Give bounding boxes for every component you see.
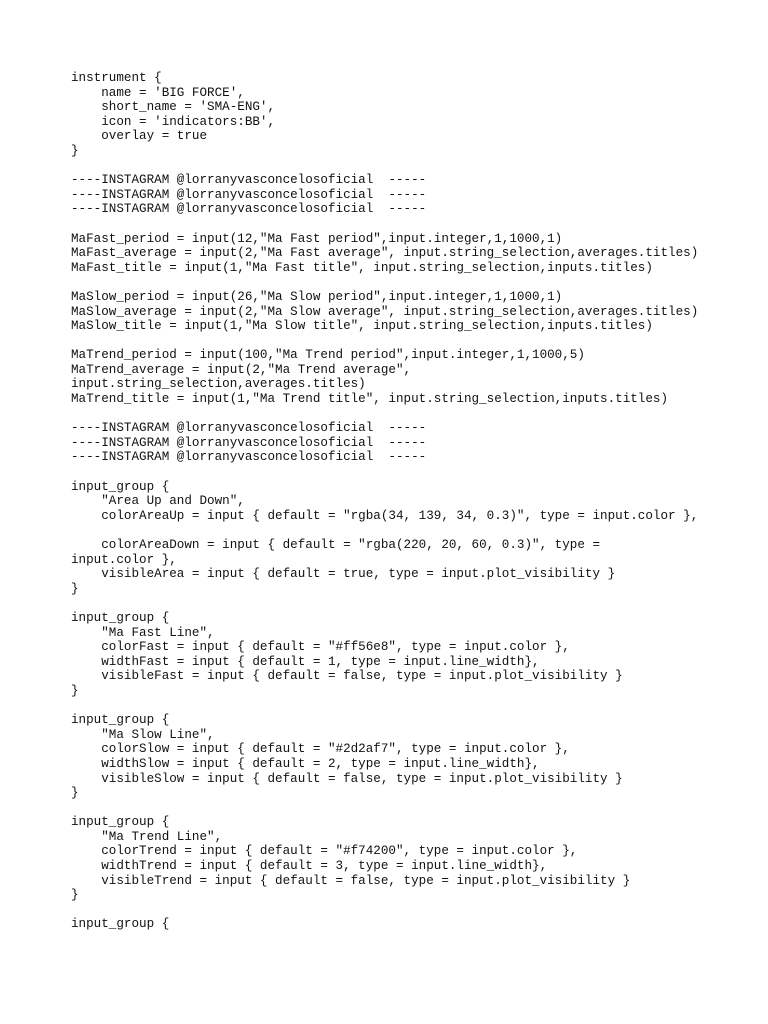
code-line: MaFast_period = input(12,"Ma Fast period",input.integer,1,1000,1) — [71, 231, 563, 246]
code-document — [71, 71, 761, 932]
code-line: } — [71, 786, 79, 801]
code-line: MaTrend_title = input(1,"Ma Trend title", input.string_selection,inputs.titles) — [71, 392, 669, 407]
code-line: name = 'BIG FORCE', — [71, 85, 245, 100]
blank-line — [71, 903, 761, 918]
code-line: input_group { — [71, 610, 170, 625]
code-line: MaSlow_period = input(26,"Ma Slow period",input.integer,1,1000,1) — [71, 289, 563, 304]
code-line: ----INSTAGRAM @lorranyvasconcelosoficial ----- — [71, 173, 427, 188]
blank-line — [71, 275, 761, 290]
code-line: "Area Up and Down", — [71, 494, 245, 509]
code-line: } — [71, 683, 79, 698]
code-line: "Ma Fast Line", — [71, 625, 215, 640]
code-line: ----INSTAGRAM @lorranyvasconcelosoficial ----- — [71, 435, 427, 450]
code-line: ----INSTAGRAM @lorranyvasconcelosoficial ----- — [71, 450, 427, 465]
code-line: input_group { — [71, 815, 170, 830]
code-line: MaFast_average = input(2,"Ma Fast average", input.string_selection,averages.titles) — [71, 246, 699, 261]
code-line: } — [71, 888, 79, 903]
code-line: short_name = 'SMA-ENG', — [71, 100, 276, 115]
code-line: input.string_selection,averages.titles) — [71, 377, 366, 392]
code-line: MaTrend_average = input(2,"Ma Trend average", — [71, 362, 412, 377]
code-line: instrument { — [71, 71, 162, 85]
blank-line — [71, 407, 761, 422]
code-line: visibleArea = input { default = true, type = input.plot_visibility } — [71, 567, 616, 582]
blank-line — [71, 801, 761, 816]
blank-line — [71, 334, 761, 349]
code-line: ----INSTAGRAM @lorranyvasconcelosoficial ----- — [71, 421, 427, 436]
blank-line — [71, 159, 761, 174]
blank-line — [71, 699, 761, 714]
code-line: colorTrend = input { default = "#f74200", type = input.color }, — [71, 844, 578, 859]
blank-line — [71, 465, 761, 480]
code-line: visibleFast = input { default = false, type = input.plot_visibility } — [71, 669, 623, 684]
code-line: } — [71, 143, 79, 158]
code-line: MaTrend_period = input(100,"Ma Trend period",input.integer,1,1000,5) — [71, 348, 585, 363]
code-line: widthFast = input { default = 1, type = input.line_width}, — [71, 654, 540, 669]
code-line: input.color }, — [71, 552, 177, 567]
code-line: input_group { — [71, 479, 170, 494]
code-line: colorSlow = input { default = "#2d2af7", type = input.color }, — [71, 742, 570, 757]
code-line: MaFast_title = input(1,"Ma Fast title", input.string_selection,inputs.titles) — [71, 260, 653, 275]
code-line: overlay = true — [71, 129, 208, 144]
blank-line — [71, 596, 761, 611]
code-line: colorAreaUp = input { default = "rgba(34, 139, 34, 0.3)", type = input.color }, — [71, 508, 699, 523]
code-line: widthSlow = input { default = 2, type = input.line_width}, — [71, 756, 540, 771]
blank-line — [71, 217, 761, 232]
code-line: "Ma Slow Line", — [71, 727, 215, 742]
blank-line — [71, 523, 761, 538]
code-line: input_group { — [71, 713, 170, 728]
code-line: } — [71, 581, 79, 596]
code-line: "Ma Trend Line", — [71, 829, 223, 844]
code-line: visibleSlow = input { default = false, type = input.plot_visibility } — [71, 771, 623, 786]
code-line: widthTrend = input { default = 3, type = input.line_width}, — [71, 859, 548, 874]
code-line: icon = 'indicators:BB', — [71, 114, 276, 129]
code-line: colorAreaDown = input { default = "rgba(220, 20, 60, 0.3)", type = — [71, 538, 601, 552]
code-line: MaSlow_title = input(1,"Ma Slow title", input.string_selection,inputs.titles) — [71, 319, 653, 334]
code-line: colorFast = input { default = "#ff56e8", type = input.color }, — [71, 640, 570, 655]
code-line: input_group { — [71, 917, 170, 932]
code-line: MaSlow_average = input(2,"Ma Slow average", input.string_selection,averages.titles) — [71, 304, 699, 319]
code-line: ----INSTAGRAM @lorranyvasconcelosoficial ----- — [71, 202, 427, 217]
code-line: visibleTrend = input { default = false, type = input.plot_visibility } — [71, 873, 631, 888]
code-line: ----INSTAGRAM @lorranyvasconcelosoficial ----- — [71, 187, 427, 202]
